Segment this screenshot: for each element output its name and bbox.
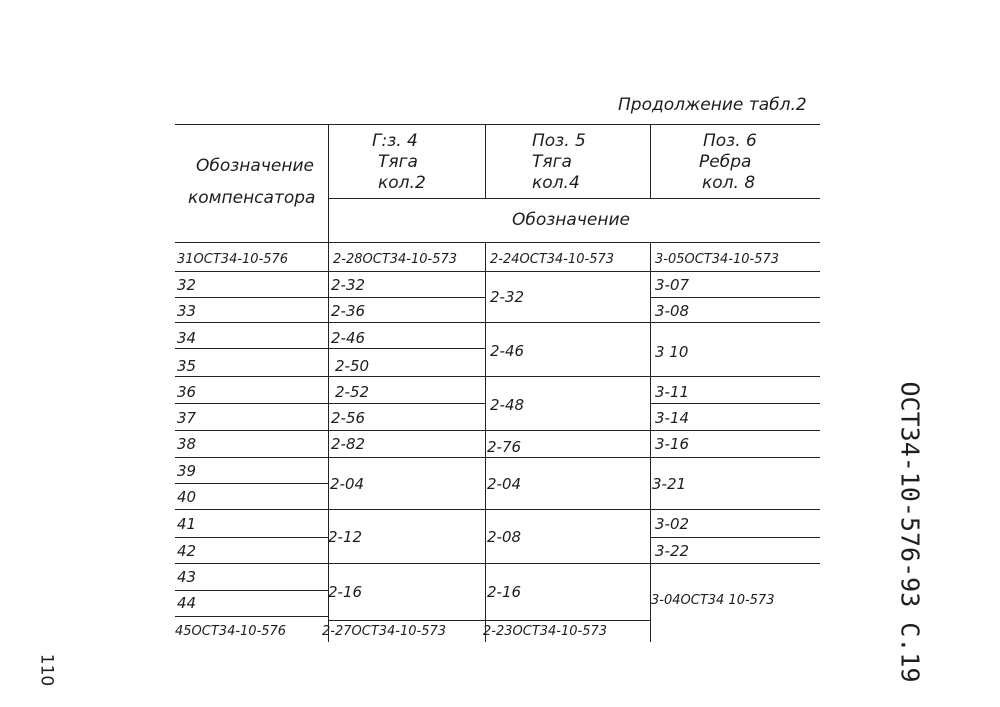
table-cell: 2-46 — [490, 342, 525, 360]
table-cell: 37 — [177, 409, 197, 427]
table-cell: 2-24ОСТ34-10-573 — [490, 252, 615, 267]
header-col3-name: Ребра — [699, 152, 752, 172]
header-col3-qty: кол. 8 — [702, 173, 756, 193]
table-cell: 3-11 — [655, 383, 690, 401]
table-cell: 2-16 — [328, 583, 363, 601]
table-cell: 41 — [177, 515, 197, 533]
table-cell: 2-23ОСТ34-10-573 — [483, 624, 608, 639]
table-cell: 40 — [177, 488, 197, 506]
table-cell: 3-05ОСТ34-10-573 — [655, 252, 780, 267]
header-compensator-label-2: компенсатора — [188, 188, 316, 208]
table-cell: 3-16 — [655, 435, 690, 453]
table-cell: 3-07 — [655, 276, 690, 294]
header-col1-pos: Г:з. 4 — [372, 131, 418, 151]
table-cell: 45ОСТ34-10-576 — [175, 624, 287, 639]
table-cell: 3-22 — [655, 542, 690, 560]
table-cell: 2-04 — [487, 475, 522, 493]
page-number: 110 — [36, 653, 57, 687]
table-cell: 43 — [177, 568, 197, 586]
table-cell: 2-76 — [487, 438, 522, 456]
table-cell: 2-27ОСТ34-10-573 — [322, 624, 447, 639]
table-cell: 34 — [177, 329, 197, 347]
table-cell: 2-04 — [330, 475, 365, 493]
table-cell: 2-28ОСТ34-10-573 — [333, 252, 458, 267]
document-code-label: ОСТ34-10-576-93 С.19 — [895, 381, 925, 683]
table-cell: 42 — [177, 542, 197, 560]
table-cell: 2-08 — [487, 528, 522, 546]
table-cell: 33 — [177, 302, 197, 320]
header-col2-qty: кол.4 — [532, 173, 580, 193]
table-cell: 2-56 — [331, 409, 366, 427]
header-designation: Обозначение — [512, 210, 630, 230]
table-cell: 2-16 — [487, 583, 522, 601]
table-caption: Продолжение табл.2 — [618, 95, 807, 115]
table-cell: 2-32 — [331, 276, 366, 294]
table-cell: 3-08 — [655, 302, 690, 320]
table-cell: 2-48 — [490, 396, 525, 414]
table-cell: 2-12 — [328, 528, 363, 546]
table-cell: 31ОСТ34-10-576 — [177, 252, 289, 267]
header-col1-qty: кол.2 — [378, 173, 426, 193]
table-cell: 39 — [177, 462, 197, 480]
table-cell: 2-36 — [331, 302, 366, 320]
table-cell: 2-50 — [335, 357, 370, 375]
header-col1-name: Тяга — [378, 152, 418, 172]
table-cell: 2-46 — [331, 329, 366, 347]
table-cell: 38 — [177, 435, 197, 453]
table-cell: 32 — [177, 276, 197, 294]
header-compensator-label-1: Обозначение — [196, 156, 314, 176]
table-cell: 3-04ОСТ34 10-573 — [651, 593, 775, 608]
header-col3-pos: Поз. 6 — [703, 131, 757, 151]
table-cell: 3-21 — [652, 475, 687, 493]
table-cell: 2-82 — [331, 435, 366, 453]
table-cell: 35 — [177, 357, 197, 375]
table-cell: 2-52 — [335, 383, 370, 401]
table-cell: 36 — [177, 383, 197, 401]
table-cell: 3-02 — [655, 515, 690, 533]
table-cell: 2-32 — [490, 288, 525, 306]
header-col2-pos: Поз. 5 — [532, 131, 586, 151]
header-col2-name: Тяга — [532, 152, 572, 172]
table-cell: 3-14 — [655, 409, 690, 427]
table-cell: 3 10 — [655, 343, 689, 361]
table-cell: 44 — [177, 594, 197, 612]
